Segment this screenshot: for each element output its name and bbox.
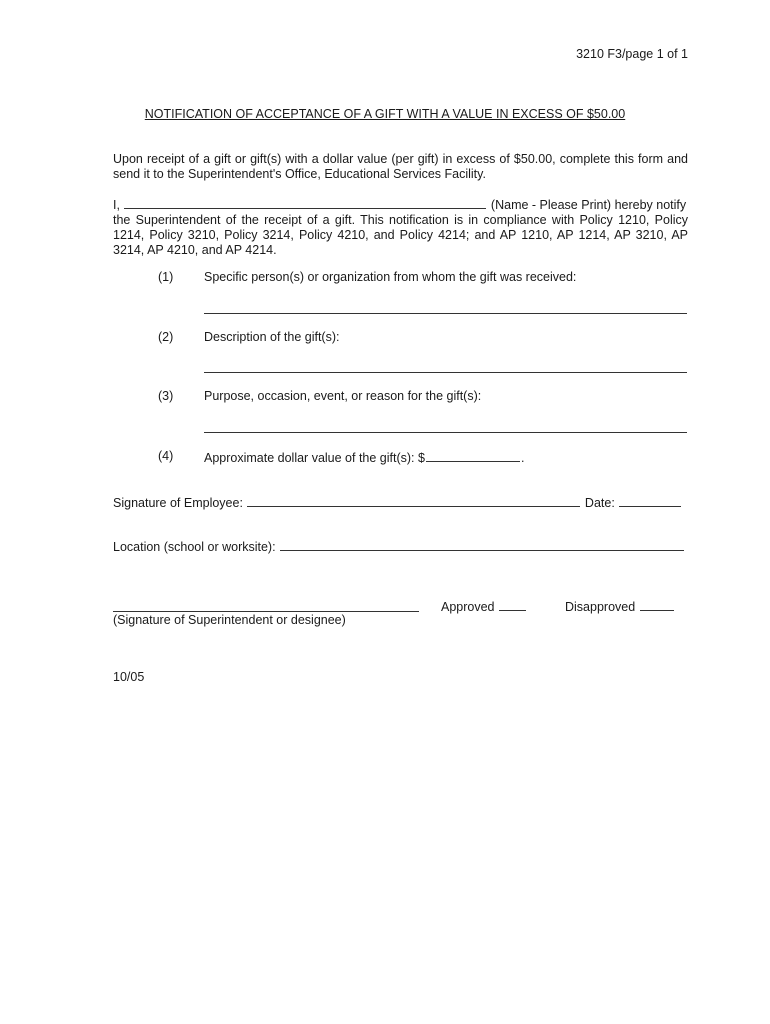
approved-field[interactable] [499,598,526,611]
employee-name-field[interactable] [124,196,486,209]
location-label: Location (school or worksite): [113,540,276,554]
form-title: NOTIFICATION OF ACCEPTANCE OF A GIFT WITH A VALUE IN EXCESS OF $50.00 [144,107,626,121]
gift-description-field[interactable] [204,372,687,373]
item-1-label: Specific person(s) or organization from whom the gift was received: [204,270,577,284]
superintendent-signature-field[interactable] [113,611,419,612]
gift-value-field[interactable] [426,449,520,462]
employee-signature-field[interactable] [247,494,580,507]
notify-name-hint: (Name - Please Print) hereby notify [490,198,687,212]
item-1-number: (1) [158,270,174,284]
revision-date: 10/05 [113,670,145,684]
disapproved-row [565,598,675,614]
item-4-label: Approximate dollar value of the gift(s): $ [204,451,425,465]
date-field[interactable] [619,494,681,507]
item-2-number: (2) [158,330,174,344]
item-3-number: (3) [158,389,174,403]
notify-prefix: I, [113,198,120,212]
superintendent-signature-label: (Signature of Superintendent or designee) [113,613,346,627]
approved-row [441,598,527,614]
date-label: Date: [584,496,615,510]
approved-label: Approved [441,600,495,614]
gift-purpose-field[interactable] [204,432,687,433]
item-4-number: (4) [158,449,174,463]
item-4-row [204,449,524,465]
intro-paragraph: Upon receipt of a gift or gift(s) with a dollar value (per gift) in excess of $50.00, complete this form and send it to the Superintendent's Office, Educational Services Facility. [113,152,688,181]
employee-signature-label: Signature of Employee: [113,496,243,510]
employee-signature-row [113,494,682,510]
page-reference: 3210 F3/page 1 of 1 [576,47,688,61]
disapproved-label: Disapproved [565,600,636,614]
notify-paragraph [113,196,688,258]
disapproved-field[interactable] [640,598,674,611]
location-row [113,538,685,554]
notify-body: the Superintendent of the receipt of a gift. This notification is in compliance with Policy 1210, Policy 1214, Policy 3210, Policy 3214, Policy 4210, and Policy 4214; and AP 1210, AP 1214, AP 3210, AP 3214, AP 4210, and AP 4214. [113,213,688,257]
item-3-label: Purpose, occasion, event, or reason for the gift(s): [204,389,482,403]
gift-source-field[interactable] [204,313,687,314]
item-4-suffix: . [520,451,525,465]
location-field[interactable] [280,538,684,551]
item-2-label: Description of the gift(s): [204,330,340,344]
